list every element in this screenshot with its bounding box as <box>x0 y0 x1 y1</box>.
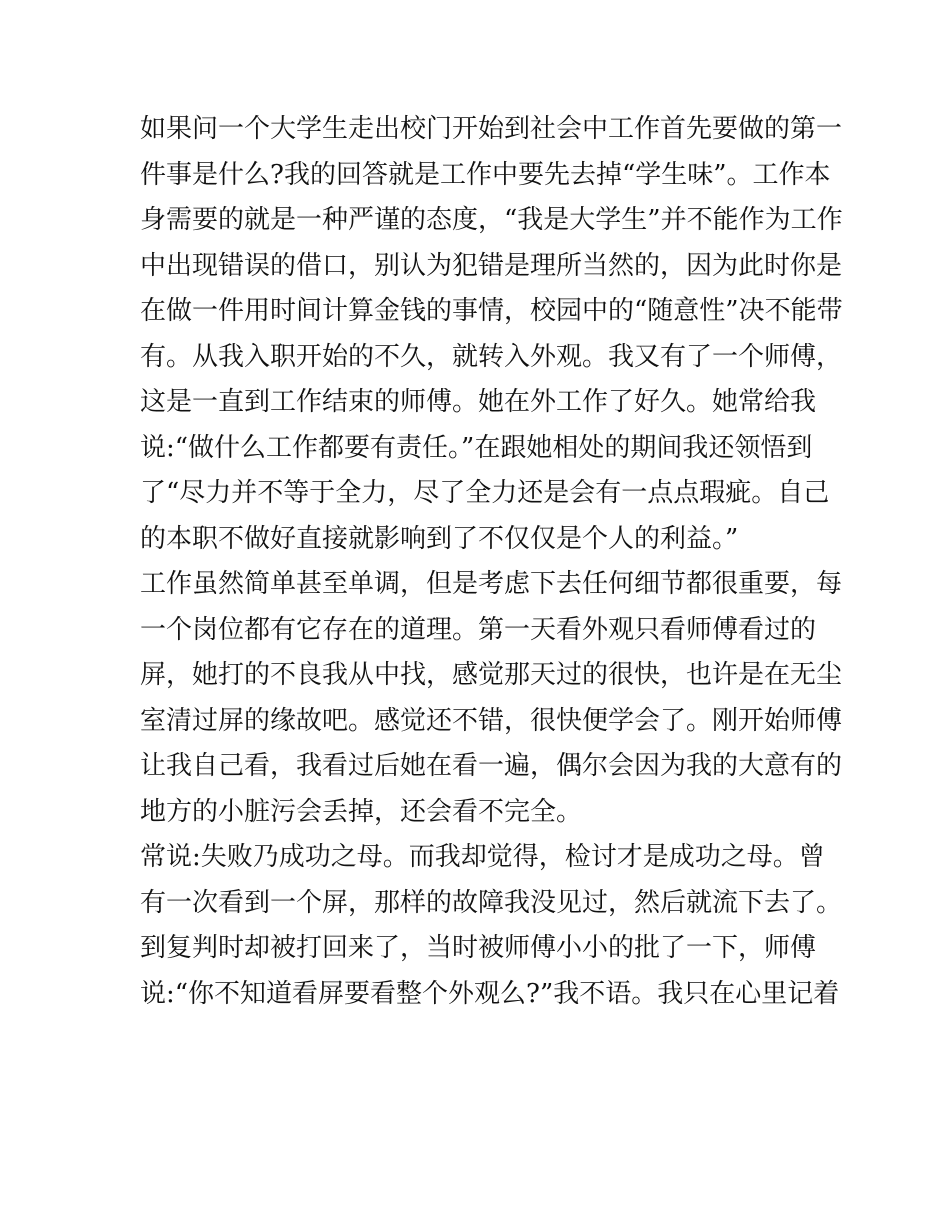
text-line: 这是一直到工作结束的师傅。她在外工作了好久。她常给我 <box>140 387 817 417</box>
text-line: 了“尽力并不等于全力，尽了全力还是会有一点点瑕疵。自己 <box>140 478 830 508</box>
text-line: 屏，她打的不良我从中找，感觉那天过的很快，也许是在无尘 <box>140 660 843 690</box>
text-line: 说:“你不知道看屏要看整个外观么?”我不语。我只在心里记着 <box>140 978 840 1009</box>
text-line: 工作虽然简单甚至单调，但是考虑下去任何细节都很重要，每 <box>140 569 843 599</box>
text-line: 常说:失败乃成功之母。而我却觉得，检讨才是成功之母。曾 <box>140 842 825 872</box>
text-line: 身需要的就是一种严谨的态度，“我是大学生”并不能作为工作 <box>140 205 843 235</box>
text-line: 一个岗位都有它存在的道理。第一天看外观只看师傅看过的 <box>140 614 817 645</box>
text-line: 说:“做什么工作都要有责任。”在跟她相处的期间我还领悟到 <box>140 432 813 463</box>
text-line: 中出现错误的借口，别认为犯错是理所当然的，因为此时你是 <box>140 250 843 281</box>
text-line: 让我自己看，我看过后她在看一遍，偶尔会因为我的大意有的 <box>140 751 843 781</box>
text-line: 室清过屏的缘故吧。感觉还不错，很快便学会了。刚开始师傅 <box>140 705 843 736</box>
text-line: 到复判时却被打回来了，当时被师傅小小的批了一下，师傅 <box>140 933 817 963</box>
text-line: 的本职不做好直接就影响到了不仅仅是个人的利益。” <box>140 523 739 554</box>
text-line: 如果问一个大学生走出校门开始到社会中工作首先要做的第一 <box>140 114 843 144</box>
text-line: 在做一件用时间计算金钱的事情，校园中的“随意性”决不能带 <box>140 296 843 326</box>
text-line: 有一次看到一个屏，那样的故障我没见过，然后就流下去了。 <box>140 887 843 918</box>
text-line: 件事是什么?我的回答就是工作中要先去掉“学生味”。工作本 <box>140 159 831 190</box>
text-line: 地方的小脏污会丢掉，还会看不完全。 <box>140 796 583 827</box>
text-line: 有。从我入职开始的不久，就转入外观。我又有了一个师傅， <box>140 341 843 372</box>
document-body <box>140 107 843 1017</box>
